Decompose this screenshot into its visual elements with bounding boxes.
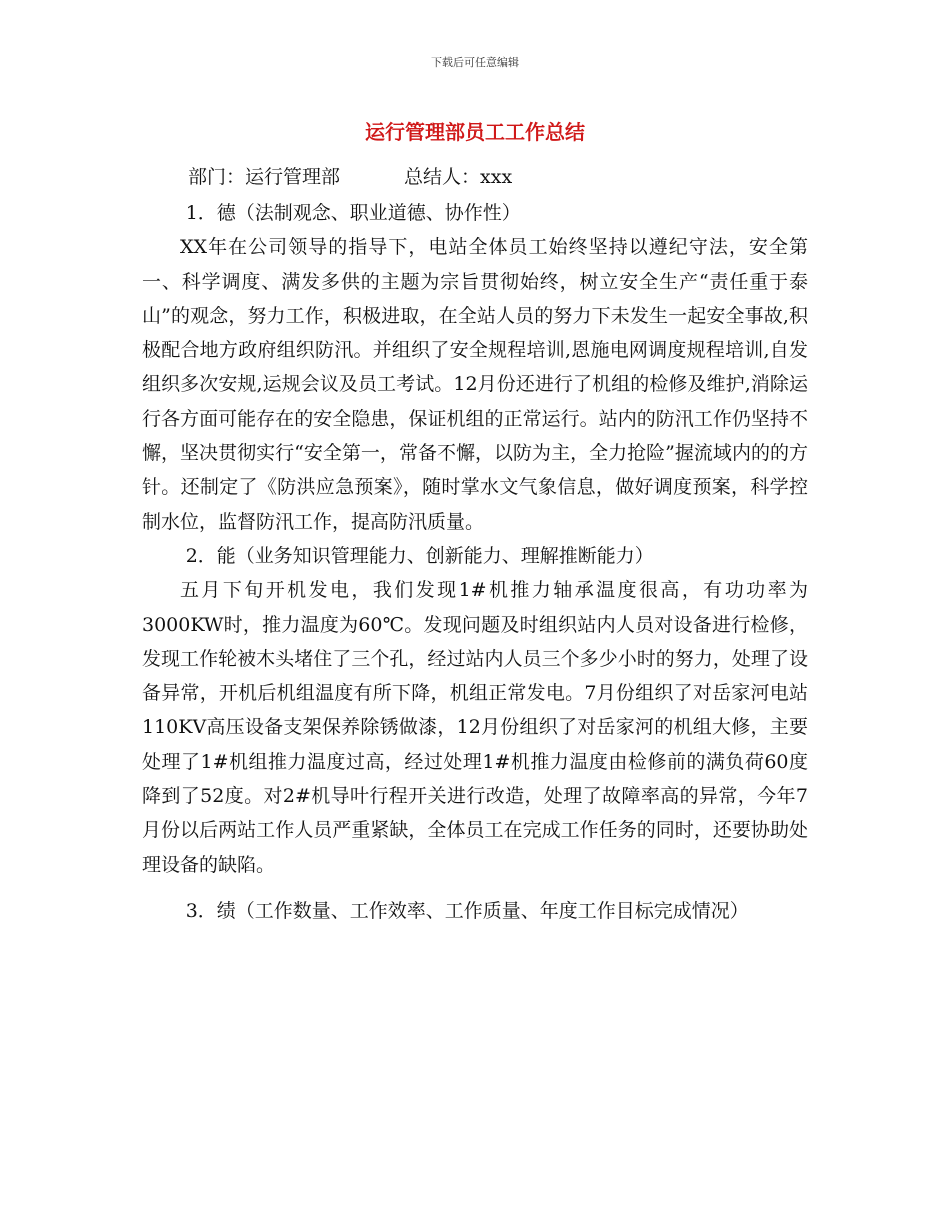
section-heading-2: 2．能（业务知识管理能力、创新能力、理解推断能力）	[185, 544, 654, 567]
document-body	[142, 196, 808, 928]
author-label: 总结人：xxx	[404, 166, 513, 188]
department-label: 部门：运行管理部	[188, 166, 341, 188]
section-body-1: XX年在公司领导的指导下，电站全体员工始终坚持以遵纪守法，安全第一、科学调度、满发多供的主题为宗旨贯彻始终，树立安全生产“责任重于泰山”的观念，努力工作，积极进取，在全站人员的努力下未发生一起安全事故,积极配合地方政府组织防汛。并组织了安全规程培训,恩施电网调度规程培训,自发组织多次安规,运规会议及员工考试。12月份还进行了机组的检修及维护,消除运行各方面可能存在的安全隐患，保证机组的正常运行。站内的防汛工作仍坚持不懈，坚决贯彻实行“安全第一，常备不懈，以防为主，全力抢险”握流域内的的方针。还制定了《防洪应急预案》，随时掌水文气象信息，做好调度预案，科学控制水位，监督防汛工作，提高防汛质量。	[142, 236, 808, 533]
section-heading-1: 1．德（法制观念、职业道德、协作性）	[185, 202, 521, 224]
section-body-2: 五月下旬开机发电，我们发现1#机推力轴承温度很高，有功功率为3000KW时，推力温度为60℃。发现问题及时组织站内人员对设备进行检修，发现工作轮被木头堵住了三个孔，经过站内人员三个多少小时的努力，处理了设备异常，开机后机组温度有所下降，机组正常发电。7月份组织了对岳家河电站110KV高压设备支架保养除锈做漆，12月份组织了对岳家河的机组大修，主要处理了1#机组推力温度过高，经过处理1#机推力温度由检修前的满负荷60度降到了52度。对2#机导叶行程开关进行改造，处理了故障率高的异常，今年7月份以后两站工作人员严重紧缺，全体员工在完成工作任务的同时，还要协助处理设备的缺陷。	[142, 579, 808, 876]
document-meta	[188, 162, 512, 189]
section-heading-3: 3．绩（工作数量、工作效率、工作质量、年度工作目标完成情况）	[185, 899, 749, 922]
document-title: 运行管理部员工工作总结	[365, 120, 585, 144]
header-note: 下载后可任意编辑	[431, 56, 519, 69]
